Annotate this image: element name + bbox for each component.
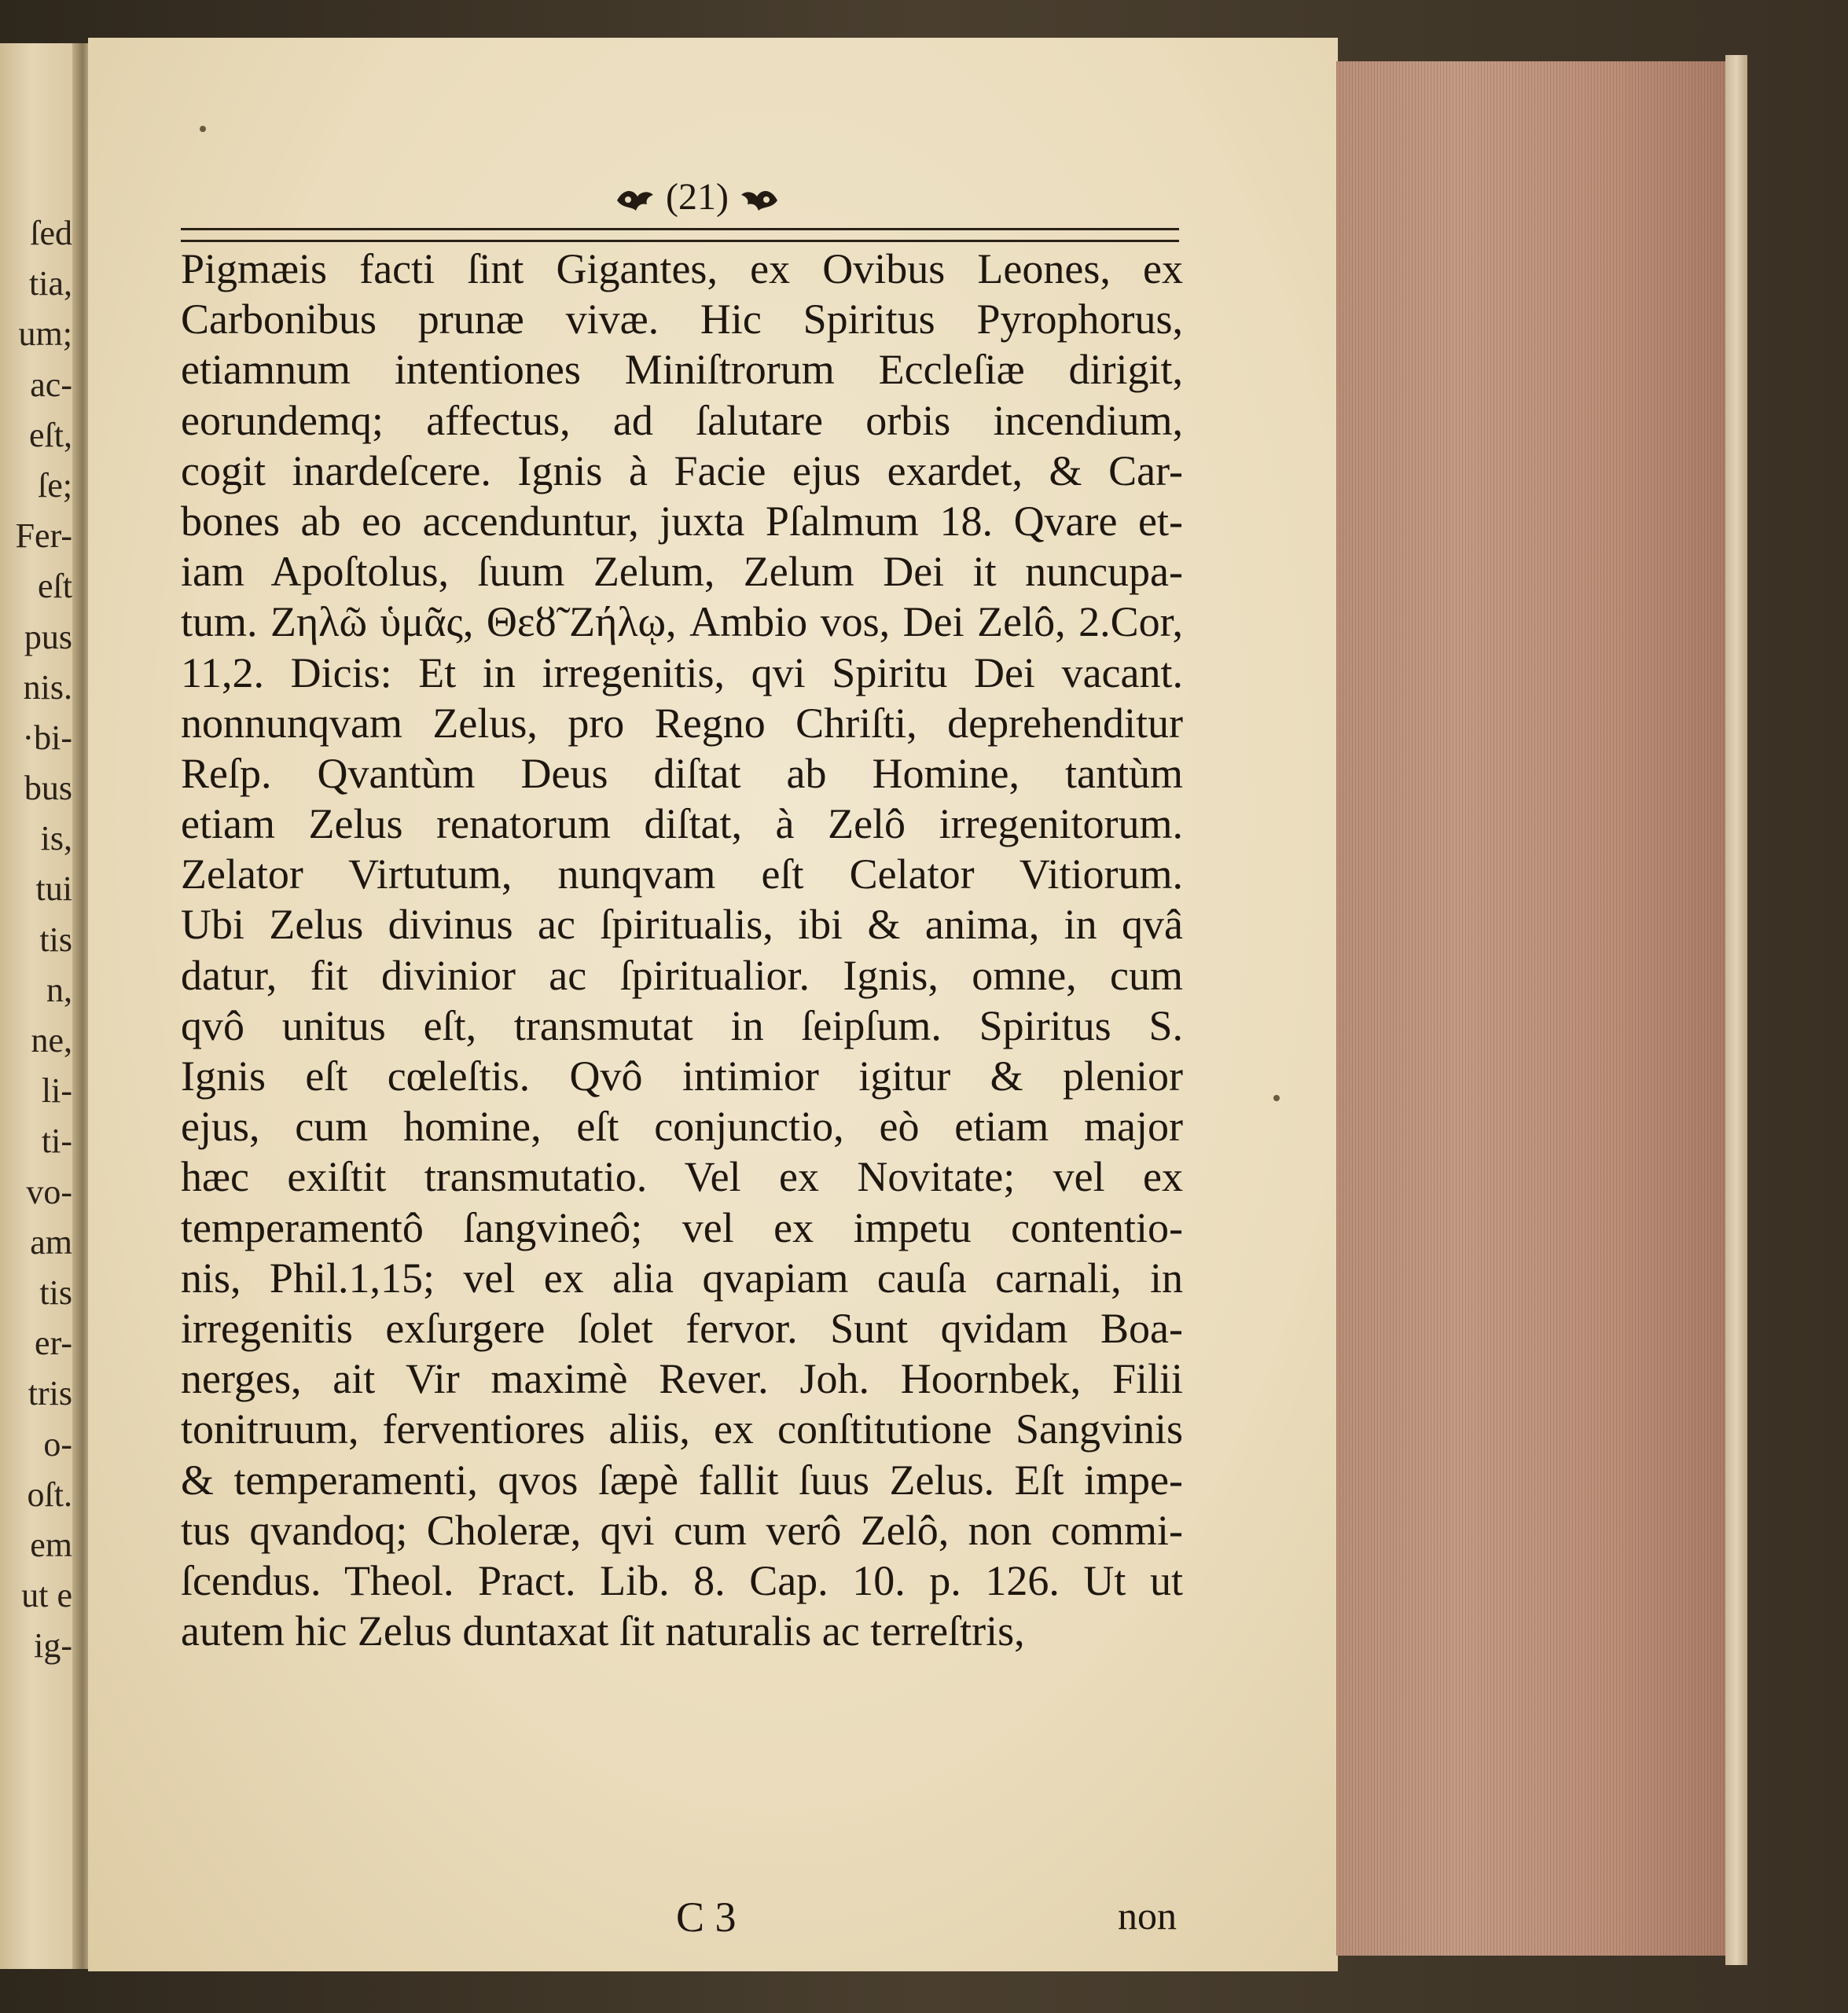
text-line: irregenitis exſurgere ſolet fervor. Sunt qvidam Boa-: [181, 1304, 1183, 1352]
left-fragment: em: [30, 1525, 72, 1564]
left-fragment: nis.: [23, 667, 72, 707]
text-line: etiam Zelus renatorum diſtat, à Zelô irregenitorum.: [181, 800, 1183, 848]
text-line: Carbonibus prunæ vivæ. Hic Spiritus Pyrophorus,: [181, 296, 1183, 343]
text-line: & temperamenti, qvos ſæpè fallit ſuus Zelus. Eſt impe-: [181, 1456, 1183, 1504]
left-fragment: pus: [24, 617, 72, 656]
left-fragment: li-: [41, 1071, 72, 1111]
left-page: [0, 43, 79, 1969]
left-fragment: oſt.: [27, 1475, 72, 1514]
left-fragment: eſt,: [29, 415, 72, 454]
text-line: tonitruum, ferventiores aliis, ex conſtitutione Sangvinis: [181, 1405, 1183, 1453]
book-page: [88, 38, 1338, 1971]
left-fragment: am: [30, 1222, 72, 1262]
text-line: hæc exiſtit transmutatio. Vel ex Novitate; vel ex: [181, 1153, 1183, 1201]
left-fragment: tis: [39, 1273, 72, 1312]
text-line: nonnunqvam Zelus, pro Regno Chriſti, deprehenditur: [181, 699, 1183, 747]
text-line: nis, Phil.1,15; vel ex alia qvapiam cauſa carnali, in: [181, 1254, 1183, 1302]
left-fragment: ac-: [30, 365, 72, 404]
fleuron-left-icon: [614, 186, 656, 215]
left-fragment: tui: [35, 869, 72, 909]
fleuron-right-icon: [738, 186, 781, 215]
page-header: [528, 170, 866, 225]
text-line: iam Apoſtolus, ſuum Zelum, Zelum Dei it nuncupa-: [181, 548, 1183, 596]
text-line: datur, fit divinior ac ſpiritualior. Ignis, omne, cum: [181, 951, 1183, 999]
text-line: temperamentô ſangvineô; vel ex impetu contentio-: [181, 1203, 1183, 1251]
left-fragment: tris: [28, 1374, 72, 1413]
left-fragment: er-: [35, 1324, 72, 1363]
left-fragment: ·bi-: [22, 718, 72, 757]
left-fragment: ig-: [34, 1626, 72, 1666]
left-fragment: ut e: [21, 1576, 72, 1615]
paper-speck: [200, 126, 206, 132]
left-fragment: tia,: [29, 264, 72, 303]
paper-speck: [1273, 1095, 1280, 1101]
text-line: etiamnum intentiones Miniſtrorum Eccleſiæ dirigit,: [181, 346, 1183, 394]
left-fragment: tis: [39, 920, 72, 959]
text-line: Ignis eſt cœleſtis. Qvô intimior igitur & plenior: [181, 1052, 1183, 1100]
text-line: qvô unitus eſt, transmutat in ſeipſum. Spiritus S.: [181, 1001, 1183, 1049]
body-text: [181, 244, 1183, 1656]
text-line: ejus, cum homine, eſt conjunctio, eò etiam major: [181, 1103, 1183, 1151]
left-fragment: um;: [18, 314, 72, 354]
page-block-edge: [1336, 61, 1733, 1956]
text-line: Reſp. Qvantùm Deus diſtat ab Homine, tantùm: [181, 749, 1183, 797]
text-line: tus qvandoq; Choleræ, qvi cum verô Zelô, non commi-: [181, 1506, 1183, 1554]
text-line: eorundemq; affectus, ad ſalutare orbis incendium,: [181, 396, 1183, 444]
left-fragment: ne,: [31, 1021, 72, 1060]
left-fragment: ti-: [41, 1122, 72, 1161]
text-line: nerges, ait Vir maximè Rever. Joh. Hoornbek, Filii: [181, 1355, 1183, 1403]
text-line: autem hic Zelus duntaxat ſit naturalis ac terreſtris,: [181, 1607, 1025, 1655]
text-line: ſcendus. Theol. Pract. Lib. 8. Cap. 10. p. 126. Ut ut: [181, 1556, 1183, 1604]
left-fragment: eſt: [38, 567, 72, 606]
left-fragment: ſe;: [38, 465, 72, 505]
signature-mark: C 3: [676, 1894, 737, 1941]
text-line: Ubi Zelus divinus ac ſpiritualis, ibi & anima, in qvâ: [181, 901, 1183, 949]
text-line: Zelator Virtutum, nunqvam eſt Celator Vitiorum.: [181, 850, 1183, 898]
text-line: bones ab eo accenduntur, juxta Pſalmum 18. Qvare et-: [181, 497, 1183, 545]
left-fragment: vo-: [26, 1172, 72, 1211]
text-line: tum. Ζηλῶ ὑμᾶς, Θεȣ̃ Ζήλῳ, Ambio vos, Dei Zelô, 2.Cor,: [181, 598, 1183, 646]
text-line: Pigmæis facti ſint Gigantes, ex Ovibus Leones, ex: [181, 245, 1183, 292]
left-fragment: bus: [24, 769, 72, 808]
text-line: cogit inardeſcere. Ignis à Facie ejus exardet, & Car-: [181, 446, 1183, 494]
cover-edge: [1725, 55, 1747, 1965]
text-line: 11,2. Dicis: Et in irregenitis, qvi Spiritu Dei vacant.: [181, 648, 1183, 696]
left-fragment: is,: [40, 819, 72, 858]
header-rule: [181, 228, 1179, 242]
left-fragment: Fer-: [15, 516, 72, 556]
left-fragment: o-: [43, 1424, 72, 1464]
catchword: non: [1118, 1894, 1177, 1938]
page-number: (21): [666, 176, 729, 218]
left-page-fragments: [0, 208, 79, 1671]
left-fragment: n,: [46, 970, 72, 1009]
left-fragment: ſed: [30, 214, 72, 252]
